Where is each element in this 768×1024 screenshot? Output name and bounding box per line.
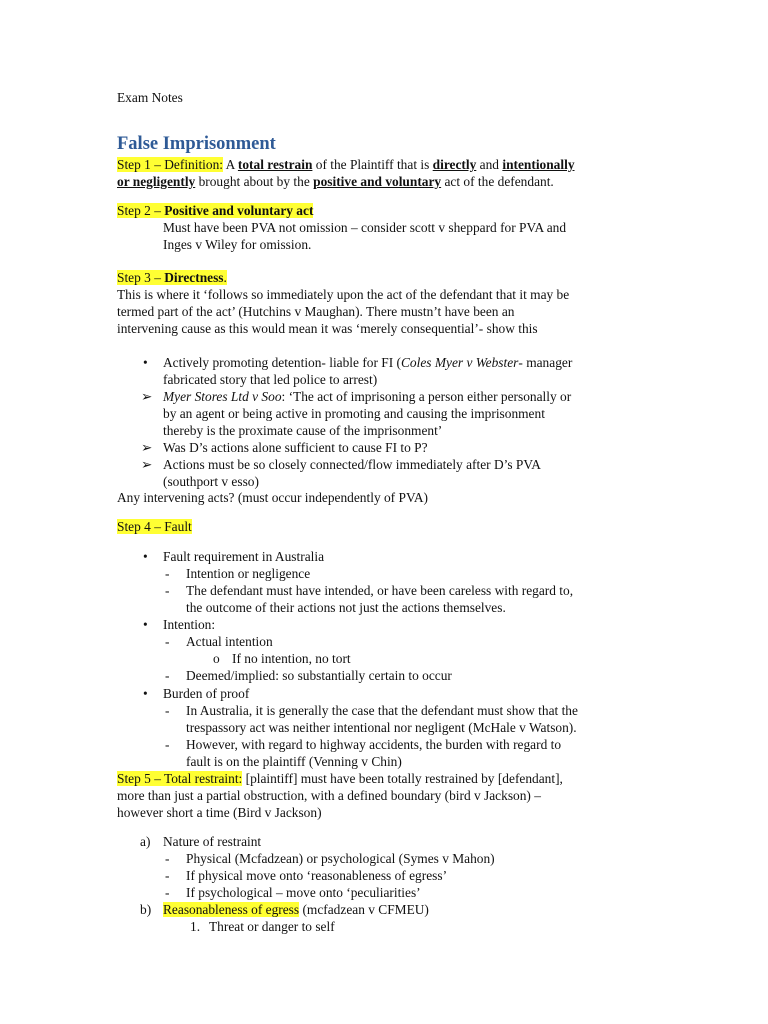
step3-arrow-1: Myer Stores Ltd v Soo: ‘The act of imprisoning a person either personally or (163, 389, 572, 404)
step3-para-3: intervening cause as this would mean it was ‘merely consequential’- show this (117, 321, 538, 336)
step4-b3-dash-1-cont: trespassory act was neither intentional nor negligent (McHale v Watson). (186, 720, 577, 735)
dash-icon: - (165, 885, 170, 900)
arrow-bullet-icon: ➢ (141, 457, 153, 472)
step4-b2-sub-1: If no intention, no tort (232, 651, 351, 666)
step4-b3-dash-2-cont: fault is on the plaintiff (Venning v Chin) (186, 754, 402, 769)
bullet-icon: • (143, 686, 148, 701)
step4-b1-dash-2-cont: the outcome of their actions not just the actions themselves. (186, 600, 506, 615)
step5-line2: more than just a partial obstruction, with a defined boundary (bird v Jackson) – (117, 788, 541, 803)
step3-para-2: termed part of the act’ (Hutchins v Maughan). There mustn’t have been an (117, 304, 515, 319)
dash-icon: - (165, 737, 170, 752)
step4-bullet-2: Intention: (163, 617, 216, 632)
step5-b-item-1: Threat or danger to self (209, 919, 335, 934)
step5-label: Step 5 – Total restraint: (117, 771, 243, 786)
step4-heading (117, 518, 192, 535)
term-or-negligently: or negligently (117, 174, 196, 189)
step1-label: Step 1 – Definition: (117, 157, 224, 172)
step4-bullet-3: Burden of proof (163, 686, 250, 701)
step3-arrow-1-cont-2: thereby is the proximate cause of the imprisonment’ (163, 423, 443, 438)
step4-b3-dash-2: However, with regard to highway accidents, the burden with regard to (186, 737, 562, 752)
dash-icon: - (165, 868, 170, 883)
bullet-icon: • (143, 549, 148, 564)
step3-arrow-2: Was D’s actions alone sufficient to cause FI to P? (163, 440, 428, 455)
section-heading: False Imprisonment (117, 134, 276, 154)
dash-icon: - (165, 668, 170, 683)
step3-label: Step 3 – Directness. (117, 270, 227, 285)
circle-bullet-icon: o (213, 651, 220, 666)
step5-a-dash-1: Physical (Mcfadzean) or psychological (Symes v Mahon) (186, 851, 495, 866)
dash-icon: - (165, 566, 170, 581)
step4-b2-dash-1: Actual intention (186, 634, 273, 649)
arrow-bullet-icon: ➢ (141, 440, 153, 455)
case-coles-myer: Coles Myer v Webster (401, 355, 519, 370)
dash-icon: - (165, 851, 170, 866)
step1-line1: Step 1 – Definition: A total restrain of the Plaintiff that is directly and intentionally (117, 157, 575, 172)
step5-line1: Step 5 – Total restraint: [plaintiff] must have been totally restrained by [defendant], (117, 771, 563, 786)
bullet-icon: • (143, 617, 148, 632)
dash-icon: - (165, 583, 170, 598)
step3-arrow-3-cont: (southport v esso) (163, 474, 259, 489)
step4-b2-dash-2: Deemed/implied: so substantially certain to occur (186, 668, 452, 683)
dash-icon: - (165, 703, 170, 718)
step3-heading (117, 269, 227, 286)
step5-line3: however short a time (Bird v Jackson) (117, 805, 322, 820)
case-myer-stores: Myer Stores Ltd v Soo (163, 389, 282, 404)
step3-para-1: This is where it ‘follows so immediately upon the act of the defendant that it may be (117, 287, 570, 302)
step3-bullet-1-cont: fabricated story that led police to arrest) (163, 372, 378, 387)
step4-bullet-1: Fault requirement in Australia (163, 549, 325, 564)
step5-a-dash-2: If physical move onto ‘reasonableness of egress’ (186, 868, 448, 883)
step4-b3-dash-1: In Australia, it is generally the case that the defendant must show that the (186, 703, 578, 718)
step2-heading (117, 202, 313, 219)
list-marker-b: b) (140, 902, 152, 917)
step3-bullet-1: Actively promoting detention- liable for FI (Coles Myer v Webster- manager (163, 355, 573, 370)
bullet-icon: • (143, 355, 148, 370)
term-intentionally: intentionally (502, 157, 575, 172)
step5-item-b: Reasonableness of egress (mcfadzean v CFMEU) (163, 902, 429, 917)
term-directly: directly (432, 157, 477, 172)
term-reasonableness-of-egress: Reasonableness of egress (163, 902, 300, 917)
step4-b1-dash-1: Intention or negligence (186, 566, 311, 581)
step5-a-dash-3: If psychological – move onto ‘peculiarities’ (186, 885, 421, 900)
list-marker-1: 1. (190, 919, 201, 934)
step2-text-1: Must have been PVA not omission – consider scott v sheppard for PVA and (163, 220, 567, 235)
step2-label: Step 2 – Positive and voluntary act (117, 203, 314, 218)
step1-line2: or negligently brought about by the positive and voluntary act of the defendant. (117, 174, 554, 189)
step3-closing: Any intervening acts? (must occur independently of PVA) (117, 490, 429, 505)
step2-text-2: Inges v Wiley for omission. (163, 237, 312, 252)
doc-header-title: Exam Notes (117, 90, 183, 105)
list-marker-a: a) (140, 834, 151, 849)
term-total-restrain: total restrain (237, 157, 313, 172)
step4-label: Step 4 – Fault (117, 519, 192, 534)
dash-icon: - (165, 634, 170, 649)
step4-b1-dash-2: The defendant must have intended, or have been careless with regard to, (186, 583, 574, 598)
step3-arrow-1-cont-1: by an agent or being active in promoting and causing the imprisonment (163, 406, 545, 421)
step3-arrow-3: Actions must be so closely connected/flow immediately after D’s PVA (163, 457, 541, 472)
step5-item-a: Nature of restraint (163, 834, 262, 849)
arrow-bullet-icon: ➢ (141, 389, 153, 404)
term-pva: positive and voluntary (313, 174, 442, 189)
